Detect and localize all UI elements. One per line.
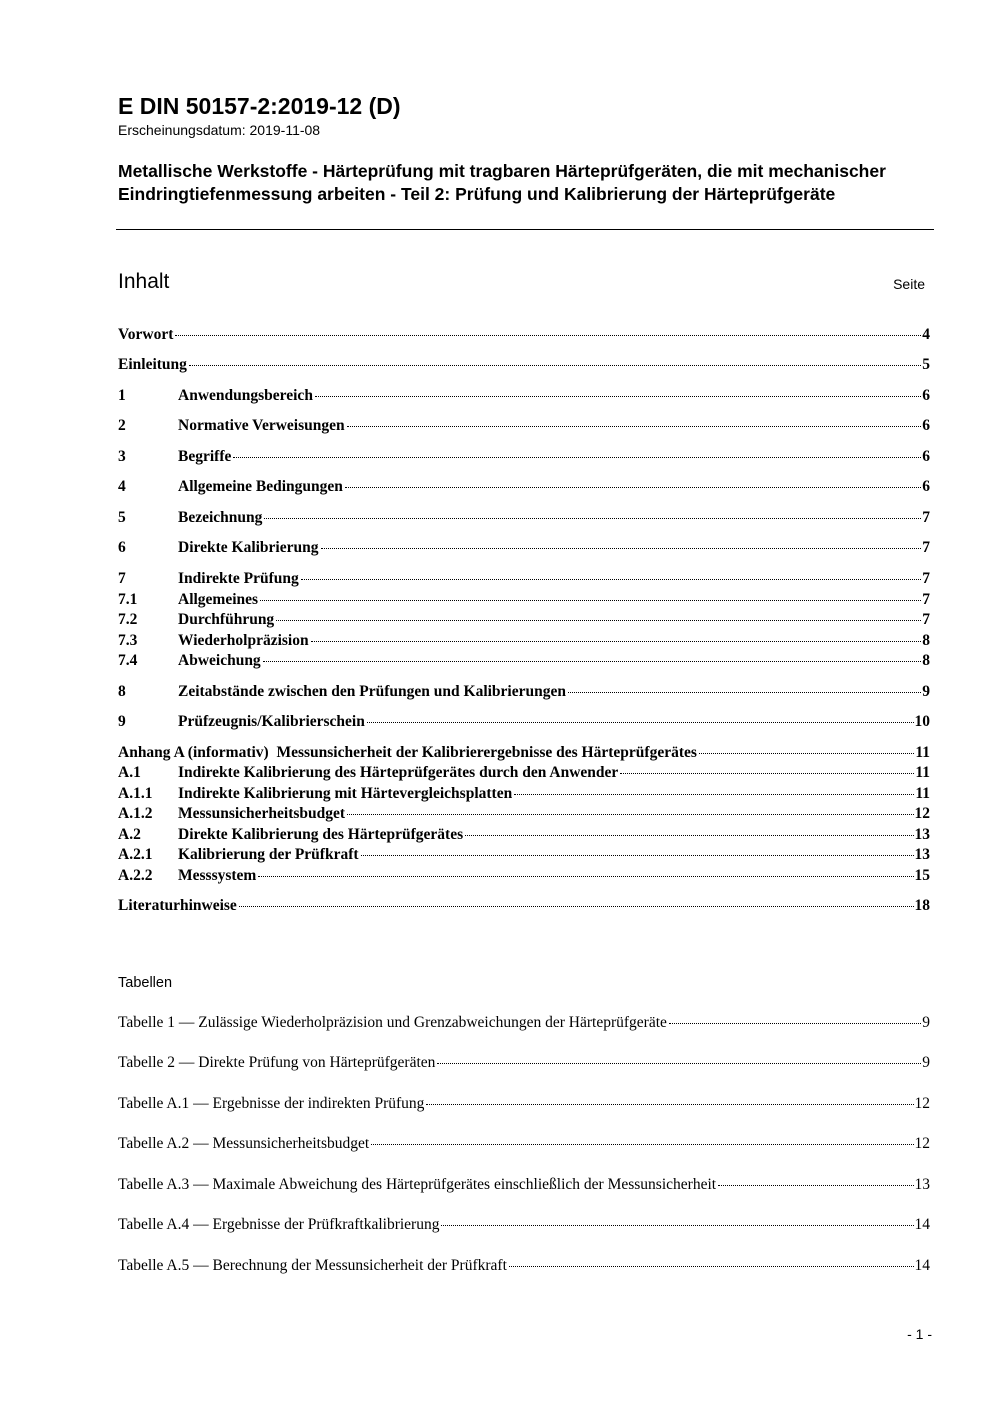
toc-entry-page: 6 bbox=[922, 387, 930, 404]
toc-entry-a-2-2[interactable] bbox=[118, 866, 930, 886]
dot-leader bbox=[264, 518, 921, 519]
toc-entry-label: Literaturhinweise bbox=[118, 897, 237, 914]
dot-leader bbox=[233, 457, 921, 458]
toc-entry-page: 7 bbox=[922, 591, 930, 608]
toc-entry-label: Wiederholpräzision bbox=[178, 632, 309, 649]
toc-entry-label: Indirekte Kalibrierung des Härteprüfgerätes durch den Anwender bbox=[178, 764, 619, 781]
dot-leader bbox=[361, 855, 914, 856]
tables-entry-label: Tabelle A.4 — Ergebnisse der Prüfkraftkalibrierung bbox=[118, 1216, 440, 1233]
dot-leader bbox=[239, 906, 914, 907]
tables-entry-label: Tabelle A.5 — Berechnung der Messunsicherheit der Prüfkraft bbox=[118, 1257, 507, 1274]
toc-entry-page: 6 bbox=[922, 448, 930, 465]
toc-entry-page: 6 bbox=[922, 417, 930, 434]
dot-leader bbox=[699, 753, 914, 754]
toc-entry-a-1-1[interactable] bbox=[118, 784, 930, 804]
page-column-label: Seite bbox=[893, 276, 925, 292]
dot-leader bbox=[465, 835, 913, 836]
tables-entry-a-3[interactable] bbox=[118, 1175, 930, 1195]
toc-entry-page: 11 bbox=[915, 785, 930, 802]
toc-entry-page: 15 bbox=[914, 867, 930, 884]
document-id: E DIN 50157-2:2019-12 (D) bbox=[118, 93, 401, 119]
toc-entry-number: 9 bbox=[118, 713, 126, 730]
tables-entry-page: 9 bbox=[922, 1014, 930, 1031]
toc-entry-8[interactable] bbox=[118, 682, 930, 702]
toc-entry-page: 10 bbox=[914, 713, 930, 730]
toc-entry-number: 8 bbox=[118, 683, 126, 700]
toc-entry-number: 7.1 bbox=[118, 591, 138, 608]
dot-leader bbox=[441, 1225, 913, 1226]
toc-entry-label: Messsystem bbox=[178, 867, 257, 884]
toc-entry-number: 1 bbox=[118, 387, 126, 404]
tables-entry-a-5[interactable] bbox=[118, 1256, 930, 1276]
toc-entry-page: 13 bbox=[914, 826, 930, 843]
toc-entry-a-1[interactable] bbox=[118, 763, 930, 783]
toc-entry-4[interactable] bbox=[118, 477, 930, 497]
tables-entry-2[interactable] bbox=[118, 1053, 930, 1073]
toc-entry-number: A.2.1 bbox=[118, 846, 153, 863]
tables-entry-1[interactable] bbox=[118, 1013, 930, 1033]
toc-entry-9[interactable] bbox=[118, 712, 930, 732]
toc-entry-number: A.1 bbox=[118, 764, 141, 781]
toc-entry-einleitung[interactable] bbox=[118, 355, 930, 375]
toc-entry-number: 7.3 bbox=[118, 632, 138, 649]
dot-leader bbox=[514, 794, 914, 795]
toc-entry-anhang-a[interactable] bbox=[118, 743, 930, 763]
dot-leader bbox=[347, 426, 922, 427]
toc-entry-7-4[interactable] bbox=[118, 651, 930, 671]
tables-entry-label: Tabelle 2 — Direkte Prüfung von Härteprüfgeräten bbox=[118, 1054, 436, 1071]
toc-entry-number: 3 bbox=[118, 448, 126, 465]
dot-leader bbox=[509, 1266, 914, 1267]
dot-leader bbox=[345, 487, 921, 488]
toc-entry-number: 6 bbox=[118, 539, 126, 556]
toc-entry-label: Indirekte Kalibrierung mit Härtevergleichsplatten bbox=[178, 785, 513, 802]
dot-leader bbox=[371, 1144, 913, 1145]
toc-entry-label: Bezeichnung bbox=[178, 509, 263, 526]
toc-entry-label: Kalibrierung der Prüfkraft bbox=[178, 846, 359, 863]
toc-entry-number: 4 bbox=[118, 478, 126, 495]
toc-entry-literaturhinweise[interactable] bbox=[118, 896, 930, 916]
title-divider bbox=[116, 229, 934, 230]
toc-entry-label: Allgemeine Bedingungen bbox=[178, 478, 343, 495]
toc-entry-a-2-1[interactable] bbox=[118, 845, 930, 865]
toc-entry-page: 5 bbox=[922, 356, 930, 373]
tables-entry-label: Tabelle A.2 — Messunsicherheitsbudget bbox=[118, 1135, 370, 1152]
toc-entry-number: 5 bbox=[118, 509, 126, 526]
toc-entry-page: 9 bbox=[922, 683, 930, 700]
toc-entry-3[interactable] bbox=[118, 447, 930, 467]
toc-entry-page: 18 bbox=[914, 897, 930, 914]
dot-leader bbox=[568, 692, 921, 693]
dot-leader bbox=[258, 876, 913, 877]
toc-entry-page: 11 bbox=[915, 764, 930, 781]
tables-entry-page: 13 bbox=[914, 1176, 930, 1193]
toc-entry-label: Zeitabstände zwischen den Prüfungen und Kalibrierungen bbox=[178, 683, 566, 700]
toc-entry-label: Durchführung bbox=[178, 611, 275, 628]
toc-entry-page: 13 bbox=[914, 846, 930, 863]
dot-leader bbox=[315, 396, 921, 397]
toc-entry-5[interactable] bbox=[118, 508, 930, 528]
dot-leader bbox=[276, 620, 921, 621]
toc-entry-number: 2 bbox=[118, 417, 126, 434]
dot-leader bbox=[620, 773, 914, 774]
dot-leader bbox=[437, 1063, 921, 1064]
toc-entry-7-1[interactable] bbox=[118, 590, 930, 610]
toc-entry-page: 8 bbox=[922, 652, 930, 669]
toc-entry-number: A.2.2 bbox=[118, 867, 153, 884]
toc-entry-label: Anwendungsbereich bbox=[178, 387, 313, 404]
toc-entry-7[interactable] bbox=[118, 569, 930, 589]
toc-entry-page: 7 bbox=[922, 570, 930, 587]
toc-entry-label: Anhang A (informativ) Messunsicherheit der Kalibrierergebnisse des Härteprüfgerätes bbox=[118, 744, 697, 761]
toc-heading: Inhalt bbox=[118, 270, 170, 293]
toc-entry-number: 7 bbox=[118, 570, 126, 587]
toc-entry-label: Vorwort bbox=[118, 326, 174, 343]
toc-entry-a-1-2[interactable] bbox=[118, 804, 930, 824]
toc-entry-vorwort[interactable] bbox=[118, 325, 930, 345]
toc-entry-number: A.1.1 bbox=[118, 785, 153, 802]
toc-entry-page: 7 bbox=[922, 539, 930, 556]
dot-leader bbox=[669, 1023, 921, 1024]
toc-entry-7-2[interactable] bbox=[118, 610, 930, 630]
toc-entry-2[interactable] bbox=[118, 416, 930, 436]
tables-entry-page: 14 bbox=[914, 1257, 930, 1274]
toc-entry-number: A.1.2 bbox=[118, 805, 153, 822]
toc-entry-label: Normative Verweisungen bbox=[178, 417, 345, 434]
toc-entry-page: 6 bbox=[922, 478, 930, 495]
toc-entry-page: 7 bbox=[922, 611, 930, 628]
tables-entry-label: Tabelle A.1 — Ergebnisse der indirekten Prüfung bbox=[118, 1095, 425, 1112]
dot-leader bbox=[175, 335, 921, 336]
tables-entry-page: 12 bbox=[914, 1095, 930, 1112]
toc-entry-page: 4 bbox=[922, 326, 930, 343]
dot-leader bbox=[263, 661, 922, 662]
tables-entry-label: Tabelle 1 — Zulässige Wiederholpräzision und Grenzabweichungen der Härteprüfgeräte bbox=[118, 1014, 667, 1031]
dot-leader bbox=[321, 548, 922, 549]
tables-entry-page: 9 bbox=[922, 1054, 930, 1071]
toc-entry-number: 7.2 bbox=[118, 611, 138, 628]
toc-entry-label: Indirekte Prüfung bbox=[178, 570, 299, 587]
toc-entry-7-3[interactable] bbox=[118, 631, 930, 651]
toc-entry-number: A.2 bbox=[118, 826, 141, 843]
toc-entry-label: Direkte Kalibrierung des Härteprüfgerätes bbox=[178, 826, 464, 843]
dot-leader bbox=[367, 722, 914, 723]
toc-entry-page: 11 bbox=[915, 744, 930, 761]
toc-entry-page: 7 bbox=[922, 509, 930, 526]
toc-entry-label: Allgemeines bbox=[178, 591, 259, 608]
toc-entry-label: Messunsicherheitsbudget bbox=[178, 805, 346, 822]
toc-entry-6[interactable] bbox=[118, 538, 930, 558]
dot-leader bbox=[718, 1185, 913, 1186]
toc-entry-label: Abweichung bbox=[178, 652, 261, 669]
toc-entry-label: Begriffe bbox=[178, 448, 232, 465]
tables-entry-page: 14 bbox=[914, 1216, 930, 1233]
dot-leader bbox=[426, 1104, 913, 1105]
toc-entry-number: 7.4 bbox=[118, 652, 138, 669]
toc-entry-a-2[interactable] bbox=[118, 825, 930, 845]
tables-entry-a-2[interactable] bbox=[118, 1134, 930, 1154]
toc-entry-1[interactable] bbox=[118, 386, 930, 406]
document-title: Metallische Werkstoffe - Härteprüfung mit tragbaren Härteprüfgeräten, die mit mechanischer Eindringtiefenmessung arbeiten - Teil 2: Prüfung und Kalibrierung der Härteprüfgeräte bbox=[118, 161, 886, 204]
dot-leader bbox=[260, 600, 921, 601]
tables-entry-label: Tabelle A.3 — Maximale Abweichung des Härteprüfgerätes einschließlich der Messunsicherheit bbox=[118, 1176, 717, 1193]
tables-entry-a-4[interactable] bbox=[118, 1215, 930, 1235]
footer-page-number: - 1 - bbox=[907, 1326, 932, 1342]
toc-entry-label: Direkte Kalibrierung bbox=[178, 539, 319, 556]
toc-entry-label: Prüfzeugnis/Kalibrierschein bbox=[178, 713, 365, 730]
toc-entry-page: 8 bbox=[922, 632, 930, 649]
tables-entry-a-1[interactable] bbox=[118, 1094, 930, 1114]
dot-leader bbox=[301, 579, 922, 580]
tables-list-heading: Tabellen bbox=[118, 975, 173, 991]
dot-leader bbox=[347, 814, 913, 815]
toc-entry-label: Einleitung bbox=[118, 356, 187, 373]
tables-entry-page: 12 bbox=[914, 1135, 930, 1152]
dot-leader bbox=[311, 641, 922, 642]
toc-entry-page: 12 bbox=[914, 805, 930, 822]
publication-date: Erscheinungsdatum: 2019-11-08 bbox=[118, 122, 321, 138]
dot-leader bbox=[189, 365, 921, 366]
